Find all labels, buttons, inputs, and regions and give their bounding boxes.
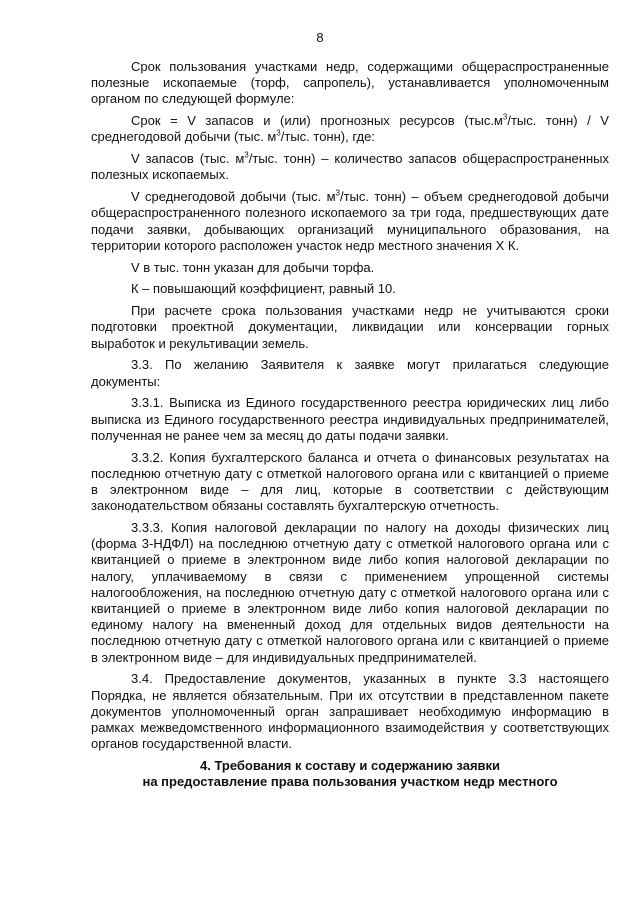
paragraph-3-3-1: 3.3.1. Выписка из Единого государственного реестра юридических лиц либо выписка из Единого государственного реестра индивидуальных предпринимателей, полученная не ранее чем за месяц до даты подачи заявки. [91,395,609,443]
paragraph-k-coefficient: К – повышающий коэффициент, равный 10. [131,281,396,297]
paragraph-3-4: 3.4. Предоставление документов, указанных в пункте 3.3 настоящего Порядка, не является обязательным. При их отсутствии в представленном пакете документов уполномоченный орган запрашивает необходимую информацию в рамках межведомственного информационного взаимодействия у соответствующих органов государственной власти. [91,671,609,752]
document-body [91,59,609,790]
paragraph-v-reserves: V запасов (тыс. $м^3$/тыс. тонн) – количество запасов общераспространенных полезных ископаемых. [91,150,609,183]
paragraph-3-3-2: 3.3.2. Копия бухгалтерского баланса и отчета о финансовых результатах на последнюю отчетную дату с отметкой налогового органа или с квитанцией о приеме в электронном виде – для лиц, которые в соответствии с действующим законодательством обязаны составлять бухгалтерскую отчетность. [91,449,609,514]
paragraph-term-exclusions: При расчете срока пользования участками недр не учитываются сроки подготовки проектной документации, ликвидации или консервации горных выработок и рекультивации земель. [91,303,609,351]
paragraph-v-peat: V в тыс. тонн указан для добычи торфа. [131,259,375,275]
paragraph-3-3-3: 3.3.3. Копия налоговой декларации по налогу на доходы физических лиц (форма 3-НДФЛ) на последнюю отчетную дату с отметкой налогового органа или с квитанцией о приеме в электронном виде либо копия налоговой декларации по налогу, уплачиваемому в связи с применением упрощенной системы налогообложения, на последнюю отчетную дату с отметкой налогового органа или с квитанцией о приеме в электронном виде либо копия налоговой декларации по единому налогу на вмененный доход для отдельных видов деятельности на последнюю отчетную дату с отметкой налогового органа или с квитанцией о приеме в электронном виде – для индивидуальных предпринимателей. [91,520,609,665]
page-number: 8 [316,30,324,45]
section-4-heading-line2: на предоставление права пользования участком недр местного [142,774,558,790]
paragraph-formula: Срок = V запасов и (или) прогнозных ресурсов ($тыс.м^3$/тыс. тонн) / V среднегодовой добычи (тыс. $м^3$/тыс. тонн), где: [91,112,609,145]
section-4-heading [91,758,609,790]
paragraph-3-3: 3.3. По желанию Заявителя к заявке могут прилагаться следующие документы: [91,357,609,389]
section-4-heading-line1: 4. Требования к составу и содержанию заявки [199,758,501,774]
paragraph-term-formula: Срок пользования участками недр, содержащими общераспространенные полезные ископаемые (торф, сапропель), устанавливается уполномоченным органом по следующей формуле: [91,59,609,107]
paragraph-v-annual-production: V среднегодовой добычи (тыс. $м^3$/тыс. тонн) – объем среднегодовой добычи общераспространенного полезного ископаемого за три года, предшествующих дате подачи заявки, добывающих организаций муниципального образования, на территории которого расположен участок недр местного значения Х К. [91,188,609,253]
